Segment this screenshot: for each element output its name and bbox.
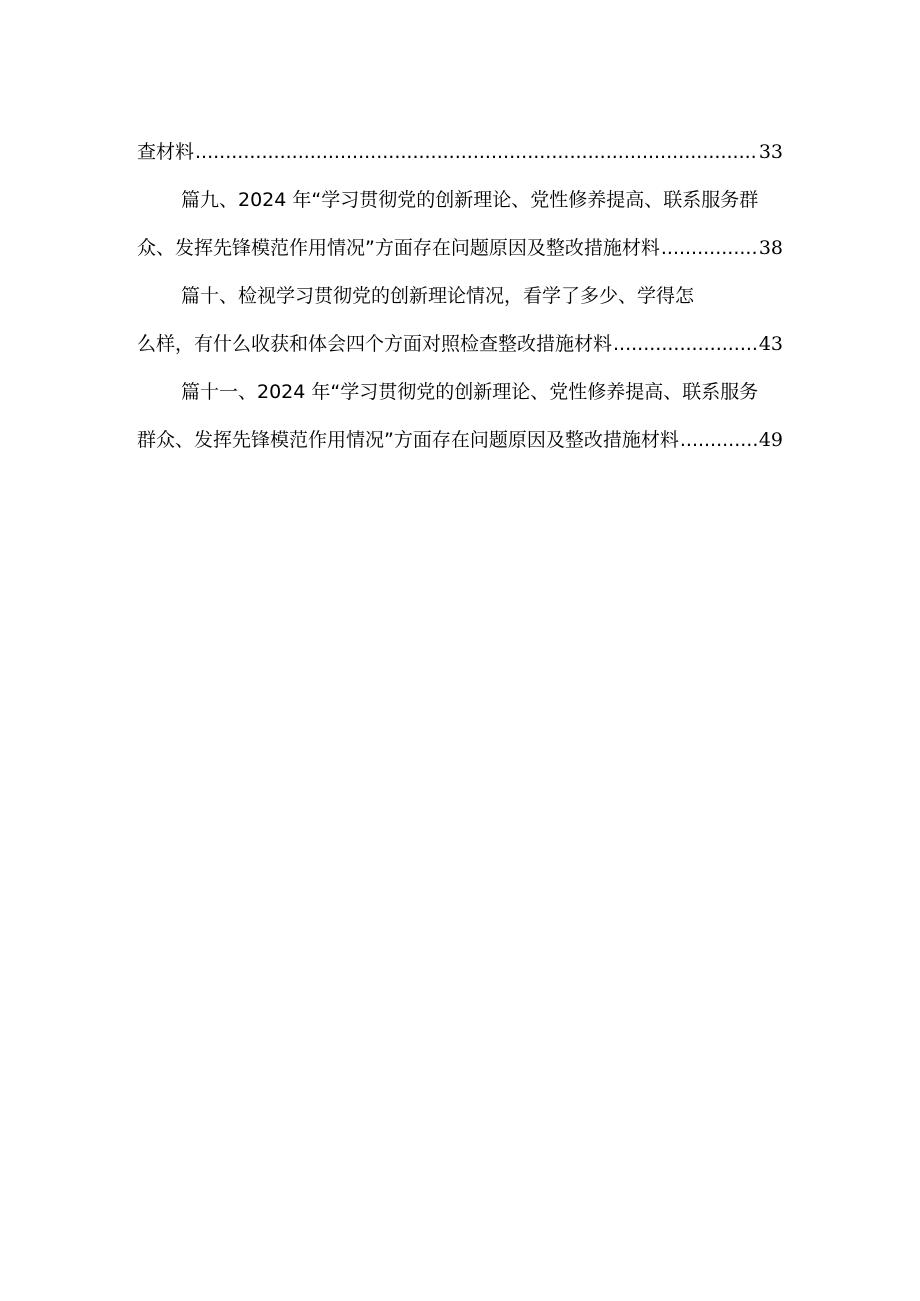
toc-entry-10-line-1[interactable] bbox=[137, 272, 783, 320]
toc-entry-10-line-2[interactable] bbox=[137, 320, 783, 368]
toc-entry-9-line-2[interactable] bbox=[137, 224, 783, 272]
toc-entry-11-page: 49 bbox=[758, 429, 783, 451]
toc-entry-9-title: 篇九、2024 年“学习贯彻党的创新理论、党性修养提高、联系服务群 bbox=[181, 189, 759, 211]
toc-entry-11-line-2[interactable] bbox=[137, 416, 783, 464]
toc-entry-8-page: 33 bbox=[758, 141, 783, 163]
toc-leader-dots bbox=[195, 128, 758, 176]
toc-leader-dots bbox=[613, 320, 758, 368]
table-of-contents bbox=[137, 128, 783, 464]
toc-entry-8-text: 查材料 bbox=[137, 141, 195, 163]
toc-entry-9-text: 众、发挥先锋模范作用情况”方面存在问题原因及整改措施材料 bbox=[137, 237, 660, 259]
toc-entry-9-line-1[interactable] bbox=[137, 176, 783, 224]
toc-leader-dots bbox=[680, 416, 758, 464]
toc-entry-8-line-2[interactable] bbox=[137, 128, 783, 176]
toc-entry-11-line-1[interactable] bbox=[137, 368, 783, 416]
toc-entry-9-page: 38 bbox=[758, 237, 783, 259]
toc-entry-10-text: 么样，有什么收获和体会四个方面对照检查整改措施材料 bbox=[137, 333, 613, 355]
toc-entry-11-text: 群众、发挥先锋模范作用情况”方面存在问题原因及整改措施材料 bbox=[137, 429, 679, 451]
toc-entry-11-title: 篇十一、2024 年“学习贯彻党的创新理论、党性修养提高、联系服务 bbox=[181, 381, 759, 403]
toc-entry-10-title: 篇十、检视学习贯彻党的创新理论情况，看学了多少、学得怎 bbox=[181, 285, 695, 307]
toc-leader-dots bbox=[661, 224, 758, 272]
toc-entry-10-page: 43 bbox=[758, 333, 783, 355]
